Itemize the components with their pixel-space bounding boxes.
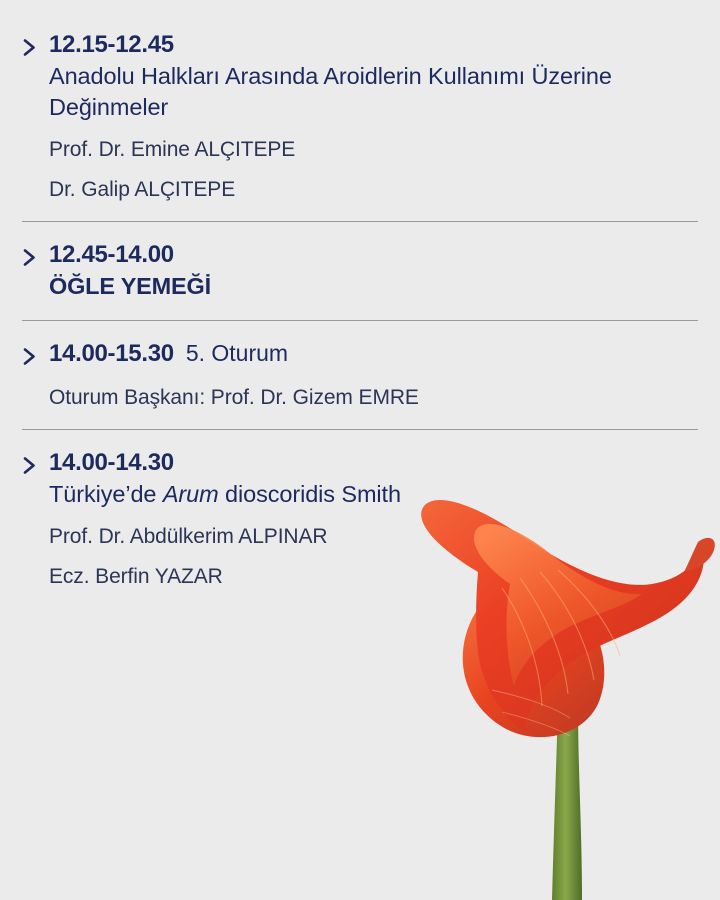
chevron-right-icon xyxy=(22,457,39,474)
title-prefix: Türkiye’de xyxy=(49,481,163,508)
session-chair: Oturum Başkanı: Prof. Dr. Gizem EMRE xyxy=(49,385,419,409)
chevron-right-icon xyxy=(22,348,39,365)
block-time: 14.00-15.30 xyxy=(49,340,174,368)
person-name: Ecz. Berfin YAZAR xyxy=(49,564,223,588)
chevron-right-icon xyxy=(22,249,39,266)
schedule-block xyxy=(22,339,698,411)
block-people xyxy=(49,137,698,203)
block-time: 14.00-14.30 xyxy=(49,449,174,477)
schedule-block xyxy=(22,30,698,203)
person-name: Prof. Dr. Emine ALÇITEPE xyxy=(49,138,296,162)
block-title xyxy=(49,479,698,510)
block-title: Anadolu Halkları Arasında Aroidlerin Kullanımı Üzerine Değinmeler xyxy=(49,63,612,121)
chevron-right-icon xyxy=(22,39,39,56)
title-italic-taxon: Arum xyxy=(162,481,219,508)
divider xyxy=(22,221,698,222)
block-time: 12.15-12.45 xyxy=(49,31,174,58)
block-people xyxy=(49,524,698,590)
schedule-block xyxy=(22,240,698,302)
block-time: 12.45-14.00 xyxy=(49,241,174,269)
divider xyxy=(22,320,698,321)
block-title: ÖĞLE YEMEĞİ xyxy=(49,273,211,300)
block-session-label: 5. Oturum xyxy=(185,340,289,367)
divider xyxy=(22,429,698,430)
person-name: Prof. Dr. Abdülkerim ALPINAR xyxy=(49,525,328,549)
person-name: Dr. Galip ALÇITEPE xyxy=(49,177,236,201)
schedule-block xyxy=(22,448,698,590)
title-suffix: dioscoridis Smith xyxy=(218,481,401,508)
